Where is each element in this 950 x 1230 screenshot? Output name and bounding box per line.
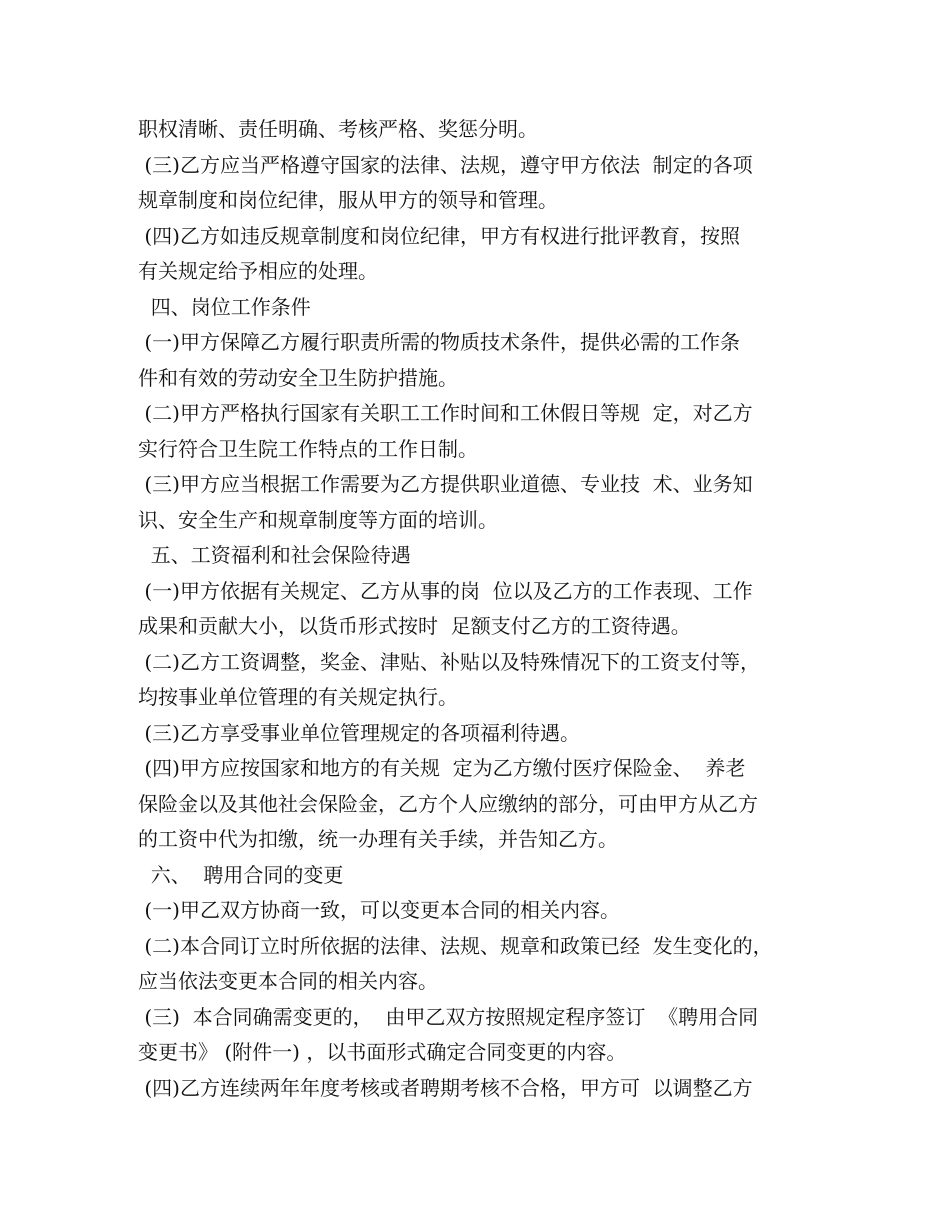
text-line: 实行符合卫生院工作特点的工作日制。 [138, 436, 478, 461]
text-line: 件和有效的劳动安全卫生防护措施。 [138, 365, 458, 390]
text-line: (二)本合同订立时所依据的法律、法规、规章和政策已经 发生变化的， [138, 933, 773, 958]
text-line: 的工资中代为扣缴，统一办理有关手续，并告知乙方。 [138, 827, 618, 851]
text-line: (二)甲方严格执行国家有关职工工作时间和工休假日等规 定，对乙方 [138, 401, 753, 425]
text-line: 有关规定给予相应的处理。 [138, 259, 378, 283]
text-line: (三) 本合同确需变更的， 由甲乙双方按照规定程序签订 《聘用合同 [138, 1004, 759, 1029]
text-line: 规章制度和岗位纪律，服从甲方的领导和管理。 [138, 188, 558, 212]
text-line: (三)乙方享受事业单位管理规定的各项福利待遇。 [138, 720, 580, 745]
text-line: 识、安全生产和规章制度等方面的培训。 [138, 507, 498, 532]
document-body [138, 112, 838, 1106]
text-line: 成果和贡献大小，以货币形式按时 足额支付乙方的工资待遇。 [138, 614, 691, 638]
text-line: 应当依法变更本合同的相关内容。 [138, 969, 438, 993]
section-heading: 五、工资福利和社会保险待遇 [138, 543, 411, 567]
text-line: (二)乙方工资调整，奖金、津贴、补贴以及特殊情况下的工资支付等， [138, 649, 760, 674]
section-heading: 四、岗位工作条件 [138, 294, 311, 319]
text-line: (四)甲方应按国家和地方的有关规 定为乙方缴付医疗保险金、 养老 [138, 756, 746, 780]
text-line: 变更书》 (附件一) ，以书面形式确定合同变更的内容。 [138, 1040, 627, 1064]
text-line: 保险金以及其他社会保险金，乙方个人应缴纳的部分，可由甲方从乙方 [138, 791, 758, 816]
text-line: (三)甲方应当根据工作需要为乙方提供职业道德、专业技 术、业务知 [138, 472, 753, 496]
text-line: (一)甲方依据有关规定、乙方从事的岗 位以及乙方的工作表现、工作 [138, 578, 753, 603]
text-line: (四)乙方如违反规章制度和岗位纪律，甲方有权进行批评教育，按照 [138, 223, 740, 248]
text-line: 均按事业单位管理的有关规定执行。 [138, 685, 458, 709]
text-line: (四)乙方连续两年年度考核或者聘期考核不合格，甲方可 以调整乙方 [138, 1075, 753, 1100]
section-heading: 六、 聘用合同的变更 [138, 862, 344, 887]
text-line: (三)乙方应当严格遵守国家的法律、法规，遵守甲方依法 制定的各项 [138, 152, 753, 177]
text-line: (一)甲乙双方协商一致，可以变更本合同的相关内容。 [138, 898, 620, 922]
text-line: (一)甲方保障乙方履行职责所需的物质技术条件，提供必需的工作条 [138, 330, 740, 354]
text-line: 职权清晰、责任明确、考核严格、奖惩分明。 [138, 117, 538, 141]
